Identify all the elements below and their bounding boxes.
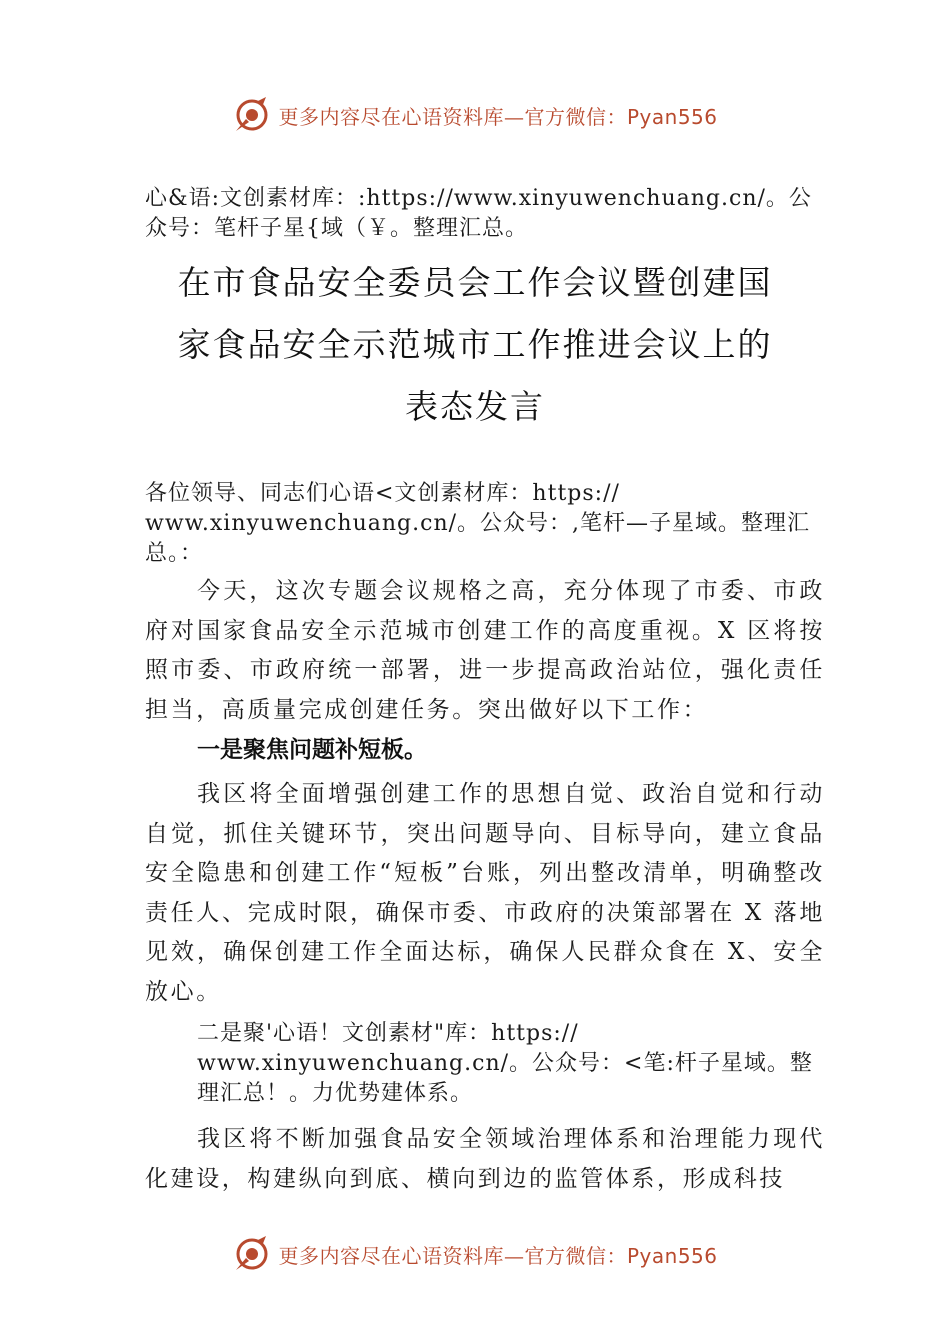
title-line: 表态发言	[405, 387, 545, 426]
pen-logo-icon	[232, 1234, 272, 1274]
source-notice-line: 心&语:文创素材库：:https://www.xinyuwenchuang.cn/。公	[145, 186, 812, 211]
banner-separator: —	[503, 1243, 525, 1268]
heading-2-line: 二是聚'心语！文创素材"库：https://	[197, 1021, 579, 1046]
greeting-line: www.xinyuwenchuang.cn/。公众号：,笔杆—子星域。整理汇	[145, 511, 811, 536]
heading-2-line: www.xinyuwenchuang.cn/。公众号：<笔:杆子星域。整	[197, 1051, 813, 1076]
pen-logo-icon	[232, 95, 272, 135]
section-heading-2	[197, 1019, 817, 1109]
source-notice-1	[145, 184, 825, 244]
banner-wechat-id: Pyan556	[626, 104, 718, 129]
banner-main: 更多内容尽在心语资料库	[278, 104, 504, 129]
body-paragraph-1	[145, 572, 825, 730]
title-line: 家食品安全示范城市工作推进会议上的	[177, 325, 773, 364]
body-paragraph-2	[145, 775, 825, 1012]
paragraph-text: 我区将全面增强创建工作的思想自觉、政治自觉和行动自觉，抓住关键环节，突出问题导向、目标导向，建立食品安全隐患和创建工作“短板”台账，列出整改清单，明确整改责任人、完成时限，确保市委、市政府的决策部署在 X 落地见效，确保创建工作全面达标，确保人民群众食在 X、安全放心。	[145, 781, 825, 1005]
banner-text	[278, 101, 717, 130]
section-heading-1	[145, 731, 825, 770]
banner-wechat-id: Pyan556	[626, 1243, 718, 1268]
title-line: 在市食品安全委员会工作会议暨创建国	[177, 263, 773, 302]
footer-watermark-banner	[0, 1232, 950, 1276]
heading-text: 一是聚焦问题补短板。	[197, 737, 427, 763]
paragraph-text: 今天，这次专题会议规格之高，充分体现了市委、市政府对国家食品安全示范城市创建工作的高度重视。X 区将按照市委、市政府统一部署，进一步提高政治站位，强化责任担当，高质量完成创建任务。突出做好以下工作：	[145, 578, 825, 723]
banner-wechat-label: 官方微信：	[524, 104, 627, 129]
body-paragraph-3	[145, 1120, 825, 1199]
source-notice-line: 众号：笔杆子星{域（￥。整理汇总。	[145, 216, 528, 241]
banner-main: 更多内容尽在心语资料库	[278, 1243, 504, 1268]
document-title	[100, 252, 850, 438]
greeting	[145, 479, 825, 569]
banner-wechat-label: 官方微信：	[524, 1243, 627, 1268]
greeting-line: 总。：	[145, 541, 204, 566]
greeting-line: 各位领导、同志们心语<文创素材库：https://	[145, 481, 620, 506]
banner-text	[278, 1240, 717, 1269]
banner-separator: —	[503, 104, 525, 129]
heading-2-line: 理汇总！。力优势建体系。	[197, 1081, 474, 1106]
paragraph-text: 我区将不断加强食品安全领域治理体系和治理能力现代化建设，构建纵向到底、横向到边的监管体系，形成科技	[145, 1126, 825, 1192]
header-watermark-banner	[0, 93, 950, 137]
